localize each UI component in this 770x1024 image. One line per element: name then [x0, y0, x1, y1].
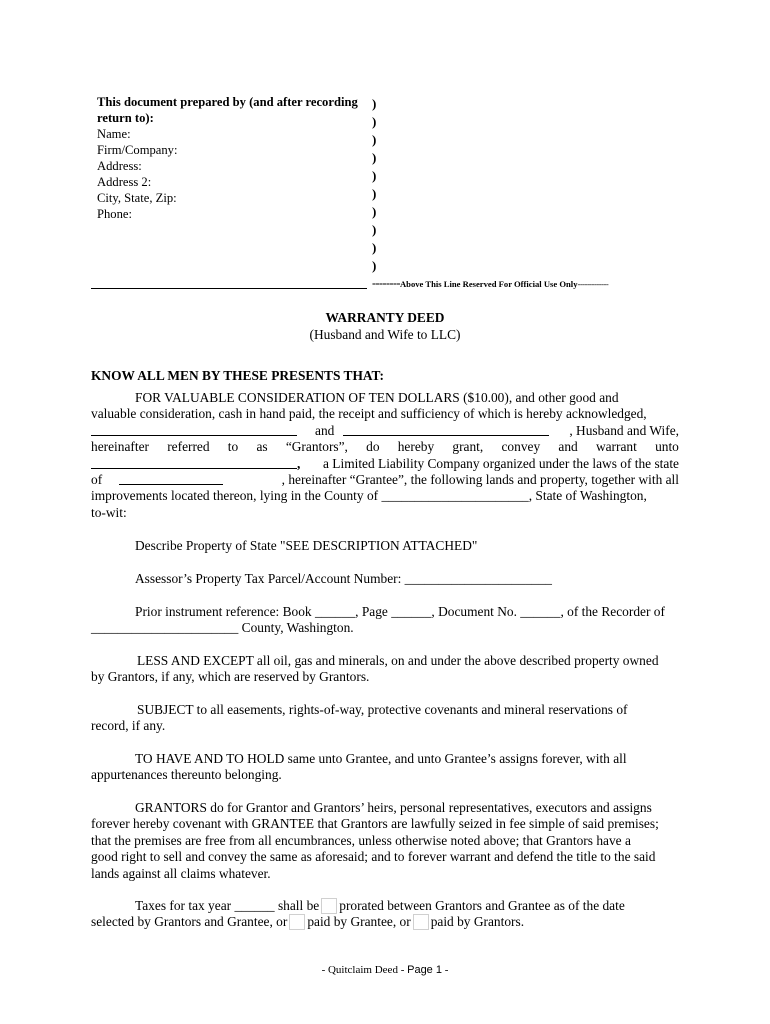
paren: ) [372, 96, 377, 111]
word: hereby [397, 439, 435, 455]
line-text: , [297, 455, 301, 471]
line-text: appurtenances thereunto belonging. [91, 767, 282, 783]
document-title: WARRANTY DEED [325, 310, 445, 325]
word: hereinafter [91, 439, 149, 455]
text-line [91, 849, 679, 865]
text-line [91, 390, 679, 406]
line-text: record, if any. [91, 718, 166, 734]
grantee-blank[interactable] [91, 456, 297, 469]
paren: ) [372, 240, 377, 255]
prior-instrument-paragraph [91, 604, 679, 637]
text-line [91, 620, 679, 636]
prepared-by-heading-2: return to): [97, 111, 154, 125]
text-line [91, 538, 679, 554]
word: do [366, 439, 380, 455]
line-text: Prior instrument reference: Book ______, Page ______, Document No. ______, of the Recorder of [135, 604, 665, 619]
line-text: selected by Grantors and Grantee, or [91, 914, 288, 930]
text-line [91, 488, 679, 504]
word: unto [655, 439, 679, 455]
word: convey [501, 439, 541, 455]
paren: ) [372, 150, 377, 165]
text-line [91, 751, 679, 767]
text-line [91, 816, 679, 832]
line-text: of [91, 471, 103, 487]
paren: ) [372, 168, 377, 183]
grantor-1-blank[interactable] [91, 423, 297, 436]
paid-by-grantors-checkbox[interactable] [413, 914, 429, 930]
covenant-paragraph [91, 800, 679, 882]
word: and [558, 439, 578, 455]
text-line [91, 505, 679, 521]
consideration-paragraph [91, 390, 679, 521]
footer-doc-name: - Quitclaim Deed - [321, 964, 408, 976]
text-line [91, 866, 679, 882]
text-line [91, 898, 679, 914]
paren: ) [372, 132, 377, 147]
line-text: Describe Property of State "SEE DESCRIPTION ATTACHED" [135, 538, 478, 553]
word: grant, [452, 439, 484, 455]
paren: ) [372, 258, 377, 273]
page-footer [0, 964, 770, 976]
line-text: LESS AND EXCEPT all oil, gas and minerals, on and under the above described property owned [137, 653, 659, 668]
text-line [91, 914, 679, 930]
reserved-dashes-left: -------- [372, 276, 400, 290]
line-text: forever hereby covenant with GRANTEE that Grantors are lawfully seized in fee simple of said premises; [91, 816, 659, 832]
line-text: by Grantors, if any, which are reserved by Grantors. [91, 669, 370, 685]
field-name: Name: [97, 127, 131, 141]
footer-page-number: Page 1 [407, 964, 442, 976]
field-address: Address: [97, 159, 142, 173]
line-text: , Husband and Wife, [569, 422, 679, 438]
line-text: good right to sell and convey the same as aforesaid; and to forever warrant and defend the title to the said [91, 849, 656, 865]
paren: ) [372, 186, 377, 201]
line-text: lands against all claims whatever. [91, 865, 271, 881]
document-subtitle: (Husband and Wife to LLC) [309, 327, 461, 342]
less-and-except-paragraph [91, 653, 679, 686]
text-line [91, 406, 679, 422]
text-line [91, 800, 679, 816]
text-line [91, 472, 679, 488]
line-text: and [315, 422, 335, 438]
line-text: ______________________ County, Washington. [91, 620, 354, 636]
prorated-checkbox[interactable] [321, 898, 337, 914]
line-text: , hereinafter “Grantee”, the following lands and property, together with all [281, 471, 679, 487]
reserved-dashes-right: ------------- [577, 279, 609, 289]
footer-tail: - [441, 964, 449, 976]
word: “Grantors”, [285, 439, 348, 455]
line-text: Taxes for tax year ______ shall be [135, 898, 320, 913]
line-text: improvements located thereon, lying in the County of ______________________, State of Washington, [91, 488, 647, 504]
state-blank[interactable] [119, 472, 223, 485]
line-text: that the premises are free from all encumbrances, unless otherwise noted above; that Grantors have a [91, 832, 631, 848]
text-line [91, 571, 679, 587]
assessor-parcel [91, 571, 679, 587]
line-text: paid by Grantors. [430, 914, 525, 930]
line-text: FOR VALUABLE CONSIDERATION OF TEN DOLLARS ($10.00), and other good and [135, 390, 619, 405]
line-text: paid by Grantee, or [307, 914, 411, 930]
know-all-men-heading: KNOW ALL MEN BY THESE PRESENTS THAT: [91, 368, 384, 383]
reserved-notice [372, 276, 608, 291]
word: warrant [595, 439, 637, 455]
text-line [91, 702, 679, 718]
text-line [91, 604, 679, 620]
text-line [91, 767, 679, 783]
paren: ) [372, 222, 377, 237]
habendum-paragraph [91, 751, 679, 784]
word: referred [167, 439, 210, 455]
line-text: a Limited Liability Company organized under the laws of the state [323, 455, 679, 471]
line-text: SUBJECT to all easements, rights-of-way, protective covenants and mineral reservations of [137, 702, 628, 717]
prepared-by-heading: This document prepared by (and after recording [97, 95, 358, 109]
word: to [227, 439, 239, 455]
grantor-2-blank[interactable] [343, 423, 549, 436]
line-text: valuable consideration, cash in hand paid, the receipt and sufficiency of which is hereby acknowledged, [91, 406, 647, 422]
text-line [91, 833, 679, 849]
paren: ) [372, 204, 377, 219]
text-line [91, 718, 679, 734]
prepared-by-block [97, 94, 369, 222]
describe-property [91, 538, 679, 554]
field-address-2: Address 2: [97, 175, 152, 189]
line-text: GRANTORS do for Grantor and Grantors’ heirs, personal representatives, executors and assigns [135, 800, 652, 815]
text-line [91, 439, 679, 455]
subject-to-paragraph [91, 702, 679, 735]
field-phone: Phone: [97, 207, 132, 221]
line-text: Assessor’s Property Tax Parcel/Account Number: ______________________ [135, 571, 552, 586]
paren-column [372, 95, 384, 275]
paid-by-grantee-checkbox[interactable] [289, 914, 305, 930]
word: as [256, 439, 268, 455]
reserved-text: Above This Line Reserved For Official Use Only [399, 279, 578, 289]
line-text: to-wit: [91, 504, 127, 520]
text-line [91, 653, 679, 669]
text-line [91, 456, 679, 472]
paren: ) [372, 114, 377, 129]
field-firm: Firm/Company: [97, 143, 178, 157]
text-line [91, 423, 679, 439]
text-line [91, 669, 679, 685]
line-text: prorated between Grantors and Grantee as of the date [339, 898, 625, 913]
separator-line [91, 288, 367, 289]
field-city-state-zip: City, State, Zip: [97, 191, 177, 205]
taxes-paragraph [91, 898, 679, 931]
line-text: TO HAVE AND TO HOLD same unto Grantee, and unto Grantee’s assigns forever, with all [135, 751, 627, 766]
